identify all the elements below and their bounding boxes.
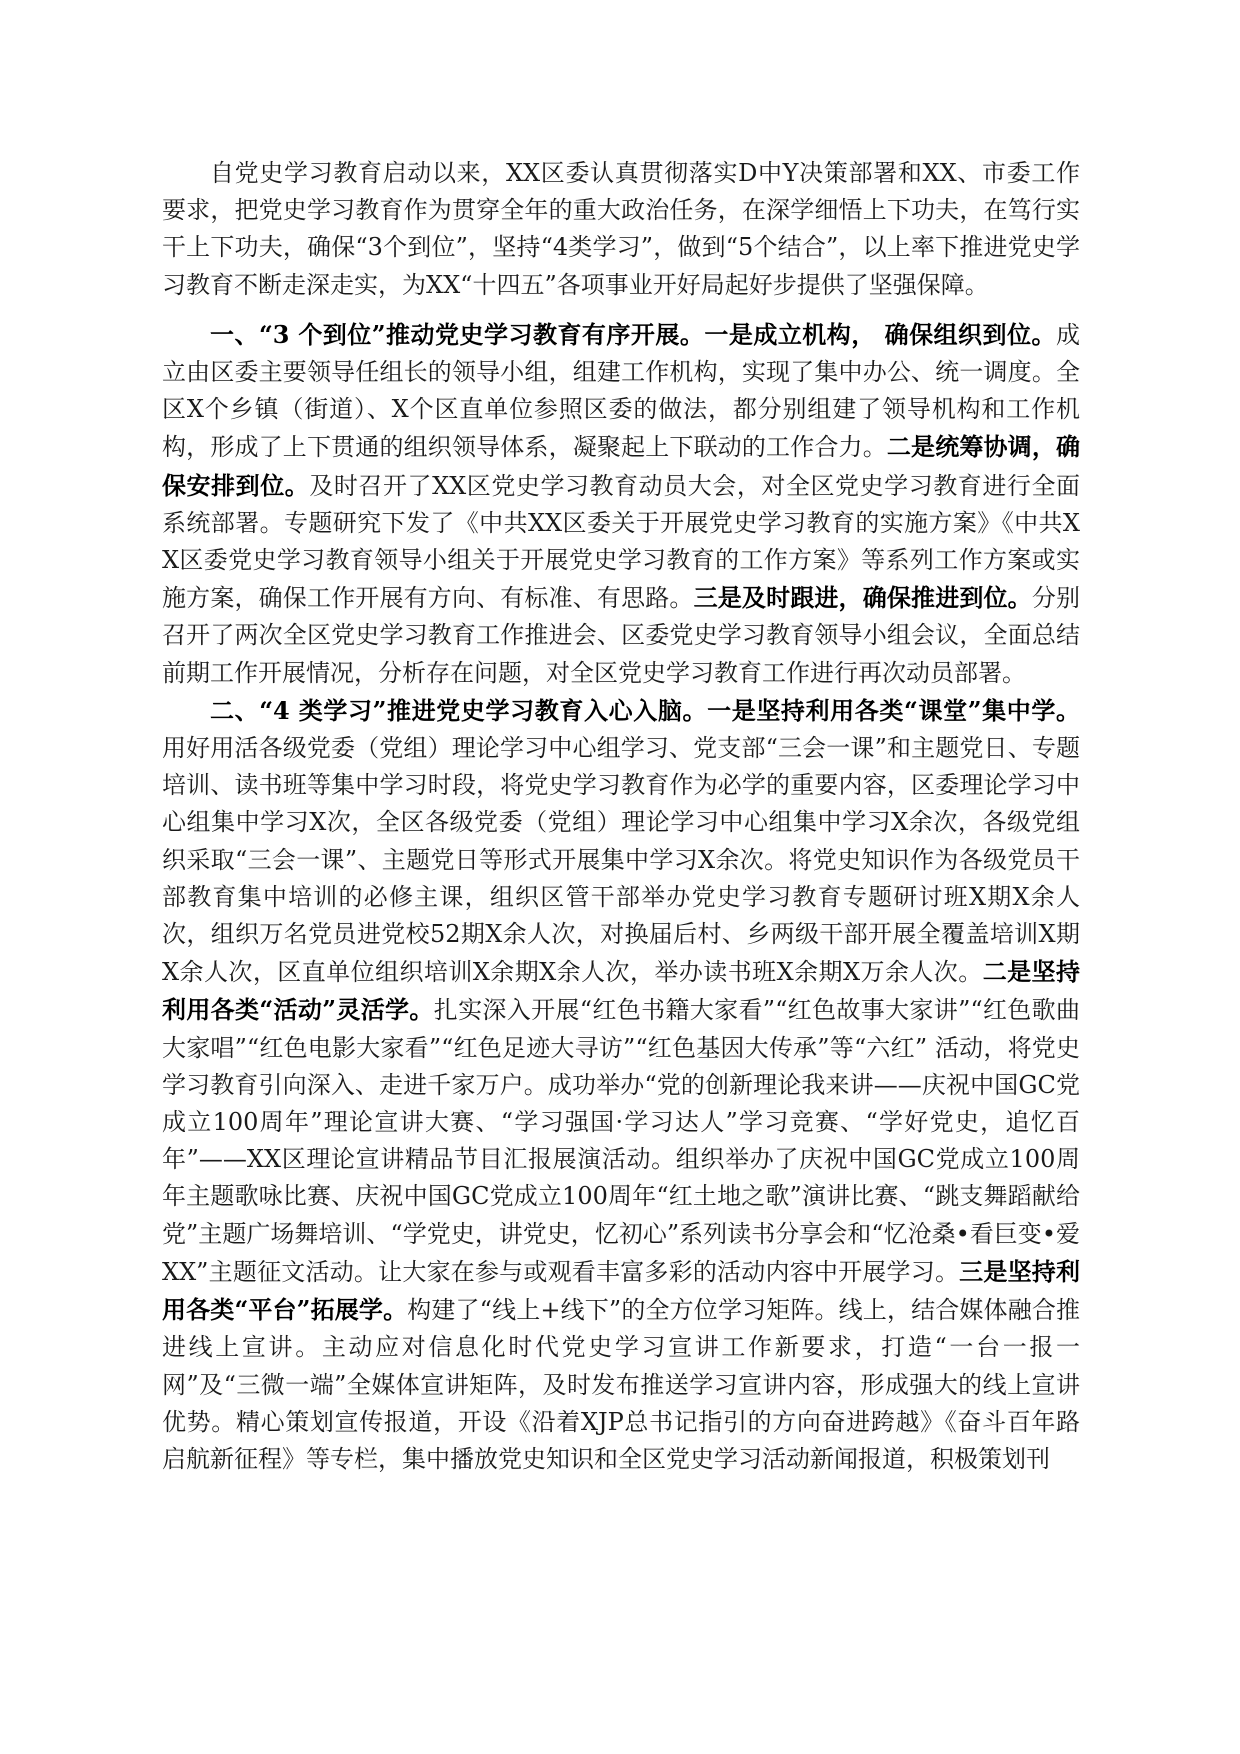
intro-text: 自党史学习教育启动以来，XX区委认真贯彻落实D中Y决策部署和XX、市委工作要求，把党史学习教育作为贯穿全年的重大政治任务，在深学细悟上下功夫，在笃行实干上下功夫，确保“3个到位”，坚持“4类学习”，做到“5个结合”，以上率下推进党史学习教育不断走深走实，为XX“十四五”各项事业开好局起好步提供了坚强保障。 (162, 159, 1080, 299)
section-1-subheading-2: 二是统筹协调，确保安排到位。 (162, 432, 1081, 500)
section-1-text-1: 成立由区委主要领导任组长的领导小组，组建工作机构，实现了集中办公、统一调度。全区X个乡镇（街道）、X个区直单位参照区委的做法，都分别组建了领导机构和工作机构，形成了上下贯通的组织领导体系，凝聚起上下联动的工作合力。 (162, 320, 1080, 462)
intro-paragraph (162, 155, 1080, 304)
section-2-subheading-2: 二是坚持利用各类“活动”灵活学。 (162, 957, 1080, 1025)
section-2-paragraph (162, 692, 1080, 1478)
section-2-heading: 二、“4 类学习”推进党史学习教育入心入脑。一是坚持利用各类“课堂”集中学。 (210, 695, 1080, 725)
section-1-paragraph (162, 316, 1080, 692)
document-body (162, 155, 1080, 1478)
section-2-text-2: 扎实深入开展“红色书籍大家看”“红色故事大家讲”“红色歌曲大家唱”“红色电影大家看”“红色足迹大寻访”“红色基因大传承”等“六红” 活动，将党史学习教育引向深入、走进千家万户。成功举办“党的创新理论我来讲——庆祝中国GC党成立100周年”理论宣讲大赛、“学习强国·学习达人”学习竞赛、“学好党史，追忆百年”——XX区理论宣讲精品节目汇报展演活动。组织举办了庆祝中国GC党成立100周年主题歌咏比赛、庆祝中国GC党成立100周年“红土地之歌”演讲比赛、“跳支舞蹈献给党”主题广场舞培训、“学党史，讲党史，忆初心”系列读书分享会和“忆沧桑•看巨变•爱XX”主题征文活动。让大家在参与或观看丰富多彩的活动内容中开展学习。 (162, 996, 1080, 1286)
section-1-text-2: 及时召开了XX区党史学习教育动员大会，对全区党史学习教育进行全面系统部署。专题研究下发了《中共XX区委关于开展党史学习教育的实施方案》《中共XX区委党史学习教育领导小组关于开展党史学习教育的工作方案》等系列工作方案或实施方案，确保工作开展有方向、有标准、有思路。 (162, 471, 1081, 613)
section-2-text-1: 用好用活各级党委（党组）理论学习中心组学习、党支部“三会一课”和主题党日、专题培训、读书班等集中学习时段，将党史学习教育作为必学的重要内容，区委理论学习中心组集中学习X次，全区各级党委（党组）理论学习中心组集中学习X余次，各级党组织采取“三会一课”、主题党日等形式开展集中学习X余次。将党史知识作为各级党员干部教育集中培训的必修主课，组织区管干部举办党史学习教育专题研讨班X期X余人次，组织万名党员进党校52期X余人次，对换届后村、乡两级干部开展全覆盖培训X期X余人次，区直单位组织培训X余期X余人次，举办读书班X余期X万余人次。 (162, 734, 1080, 987)
section-1-subheading-3: 三是及时跟进，确保推进到位。 (693, 583, 1032, 613)
section-1-text-3: 分别召开了两次全区党史学习教育工作推进会、区委党史学习教育领导小组会议，全面总结前期工作开展情况，分析存在问题，对全区党史学习教育工作进行再次动员部署。 (162, 584, 1081, 687)
section-2-subheading-3: 三是坚持利用各类“平台”拓展学。 (162, 1256, 1080, 1325)
section-1-heading: 一、“3 个到位”推动党史学习教育有序开展。一是成立机构， 确保组织到位。 (210, 319, 1056, 349)
section-2-text-3: 构建了“线上+线下”的全方位学习矩阵。线上，结合媒体融合推进线上宣讲。主动应对信息化时代党史学习宣讲工作新要求，打造“一台一报一网”及“三微一端”全媒体宣讲矩阵，及时发布推送学习宣讲内容，形成强大的线上宣讲优势。精心策划宣传报道，开设《沿着XJP总书记指引的方向奋进跨越》《奋斗百年路启航新征程》等专栏，集中播放党史知识和全区党史学习活动新闻报道，积极策划刊 (162, 1296, 1080, 1473)
